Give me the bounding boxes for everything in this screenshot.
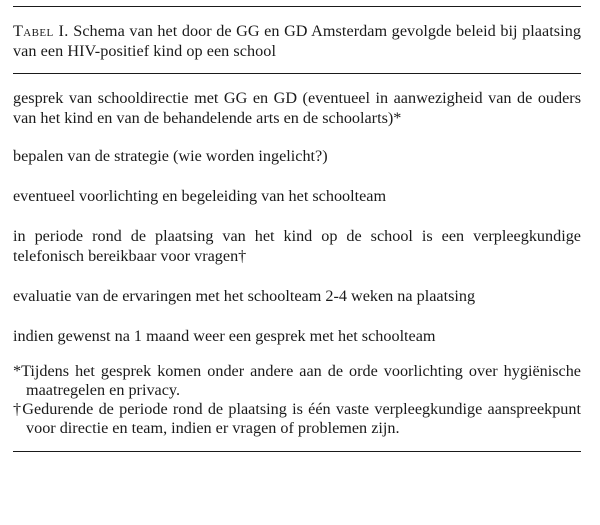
table-row: evaluatie van de ervaringen met het schoolteam 2-4 weken na plaatsing bbox=[13, 287, 476, 305]
header-rule bbox=[13, 73, 581, 74]
footnotes bbox=[13, 362, 581, 438]
table-row: in periode rond de plaatsing van het kind op de school is een verpleegkundige telefonisch bereikbaar voor vragen† bbox=[13, 227, 581, 265]
table-row: eventueel voorlichting en begeleiding van het schoolteam bbox=[13, 187, 387, 205]
caption-label: Tabel I. bbox=[13, 22, 69, 40]
table-caption bbox=[13, 21, 581, 61]
table-rows bbox=[13, 88, 581, 346]
bottom-rule bbox=[13, 451, 581, 452]
footnote-asterisk: *Tijdens het gesprek komen onder andere aan de orde voorlichting over hygiënische maatregelen en privacy. bbox=[13, 362, 581, 399]
caption-text: Schema van het door de GG en GD Amsterdam gevolgde beleid bij plaatsing van een HIV-positief kind op een school bbox=[13, 22, 581, 60]
table-row: indien gewenst na 1 maand weer een gesprek met het schoolteam bbox=[13, 327, 436, 345]
table-row: bepalen van de strategie (wie worden ingelicht?) bbox=[13, 147, 328, 165]
top-rule bbox=[13, 6, 581, 7]
table-row: gesprek van schooldirectie met GG en GD (eventueel in aanwezigheid van de ouders van het kind en van de behandelende arts en de schoolarts)* bbox=[13, 89, 581, 127]
footnote-dagger: †Gedurende de periode rond de plaatsing is één vaste verpleegkundige aanspreekpunt voor directie en team, indien er vragen of problemen zijn. bbox=[13, 400, 581, 437]
policy-table bbox=[13, 6, 581, 452]
